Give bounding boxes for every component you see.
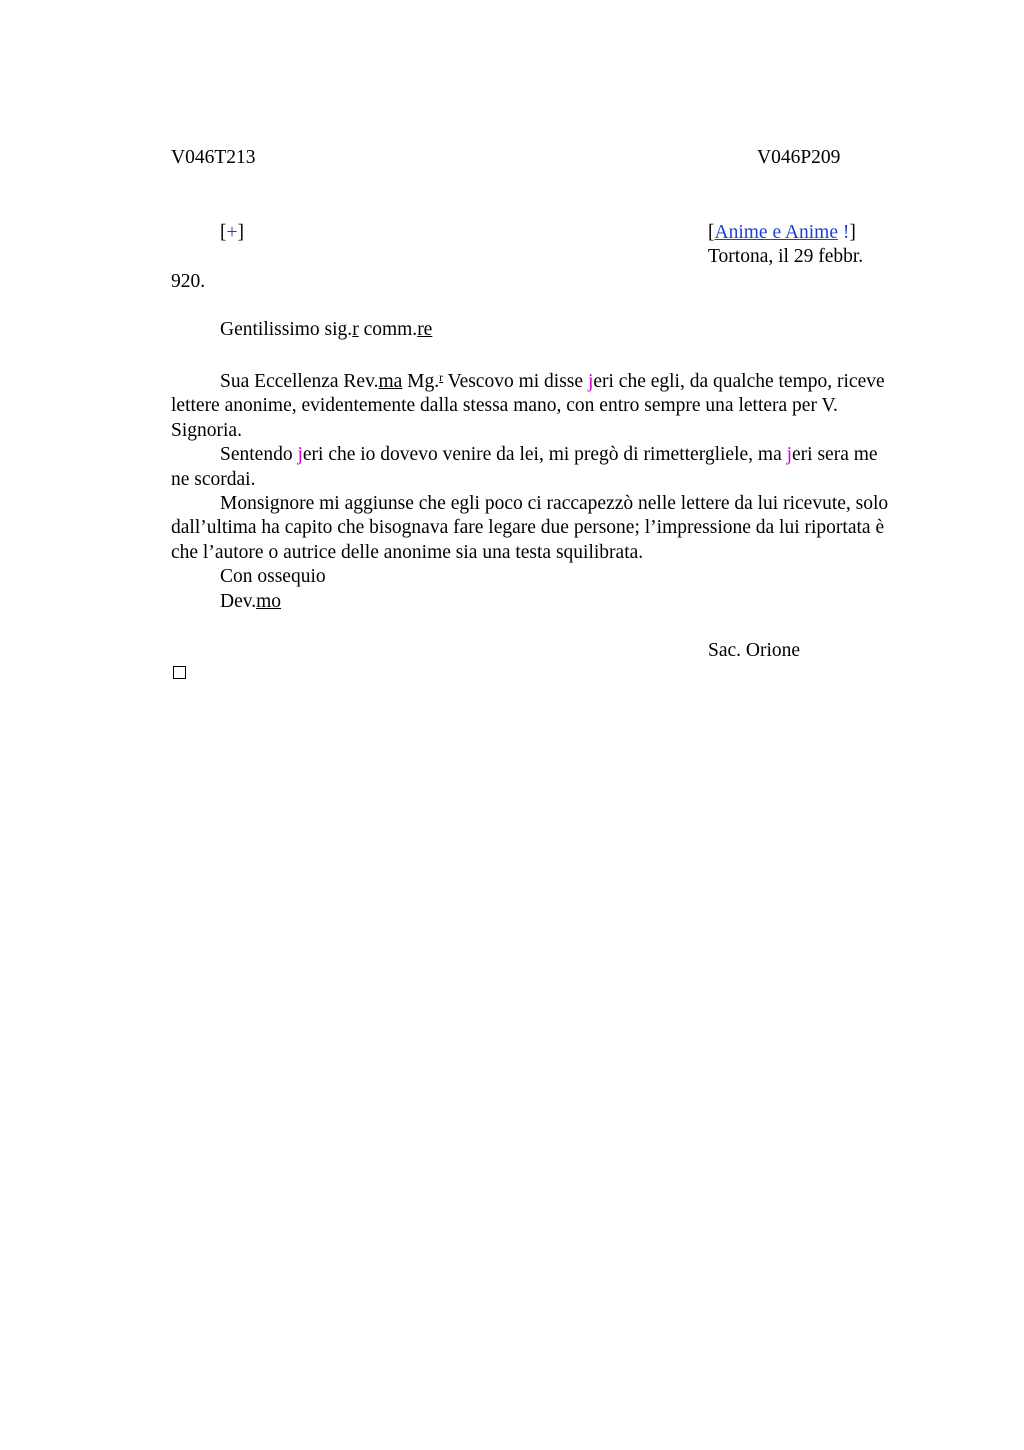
place-date: Tortona, il 29 febbr. <box>708 246 864 267</box>
salutation-abbr-re: re <box>417 319 433 340</box>
signature: Sac. Orione <box>708 640 801 661</box>
salutation-abbr-r: r <box>352 319 359 340</box>
document-code-right: V046P209 <box>757 147 841 168</box>
p1-text-c: Vescovo mi disse <box>443 371 588 392</box>
p2-text-c: eri sera me ne scordai. <box>171 444 878 490</box>
p2-text-a: Sentendo <box>220 444 298 466</box>
cross-mark <box>220 221 244 245</box>
salutation-mid: comm. <box>358 319 418 340</box>
p1-text-d: eri che egli, da qualche tempo, riceve lettere anonime, evidentemente dalla stessa mano, con entro sempre una lettera per V. Signoria. <box>171 371 885 441</box>
p2-letter-j1: j <box>297 444 303 466</box>
salutation <box>220 318 432 342</box>
p1-text-a: Sua Eccellenza Rev. <box>220 371 379 392</box>
year-fragment: 920. <box>171 271 206 292</box>
open-bracket: [ <box>220 222 227 243</box>
paragraph-1 <box>171 370 891 443</box>
exclamation-mark: ! <box>842 222 850 243</box>
square-outline-icon <box>173 666 186 679</box>
close-bracket-2: ] <box>849 222 856 243</box>
p1-text-b: Mg. <box>402 371 440 392</box>
p1-abbr-r: r <box>439 370 444 384</box>
close-bracket: ] <box>237 222 244 243</box>
salutation-text: Gentilissimo sig. <box>220 319 353 340</box>
p1-abbr-ma: ma <box>378 371 403 392</box>
anime-e-anime-link[interactable]: Anime e Anime <box>714 222 838 243</box>
paragraph-2 <box>171 443 891 492</box>
p2-letter-j2: j <box>786 444 793 466</box>
collection-reference <box>708 221 856 245</box>
closing-dev <box>171 590 891 614</box>
document-code-left: V046T213 <box>171 147 256 168</box>
open-bracket-2: [ <box>708 222 715 243</box>
closing-dev-text: Dev. <box>220 590 257 612</box>
p2-text-b: eri che io dovevo venire da lei, mi pregò di rimettergliele, ma <box>302 444 787 466</box>
p1-letter-j: j <box>587 371 594 392</box>
letter-body <box>171 370 891 614</box>
closing-line: Con ossequio <box>220 566 326 588</box>
paragraph-3: Monsignore mi aggiunse che egli poco ci raccapezzò nelle lettere da lui ricevute, solo dall’ultima ha capito che bisognava fare legare due persone; l’impressione da lui riportata è che l’autore o autrice delle anonime sia una testa squilibrata. <box>171 493 889 563</box>
closing-dev-abbr: mo <box>256 590 282 612</box>
plus-icon: + <box>226 222 238 243</box>
